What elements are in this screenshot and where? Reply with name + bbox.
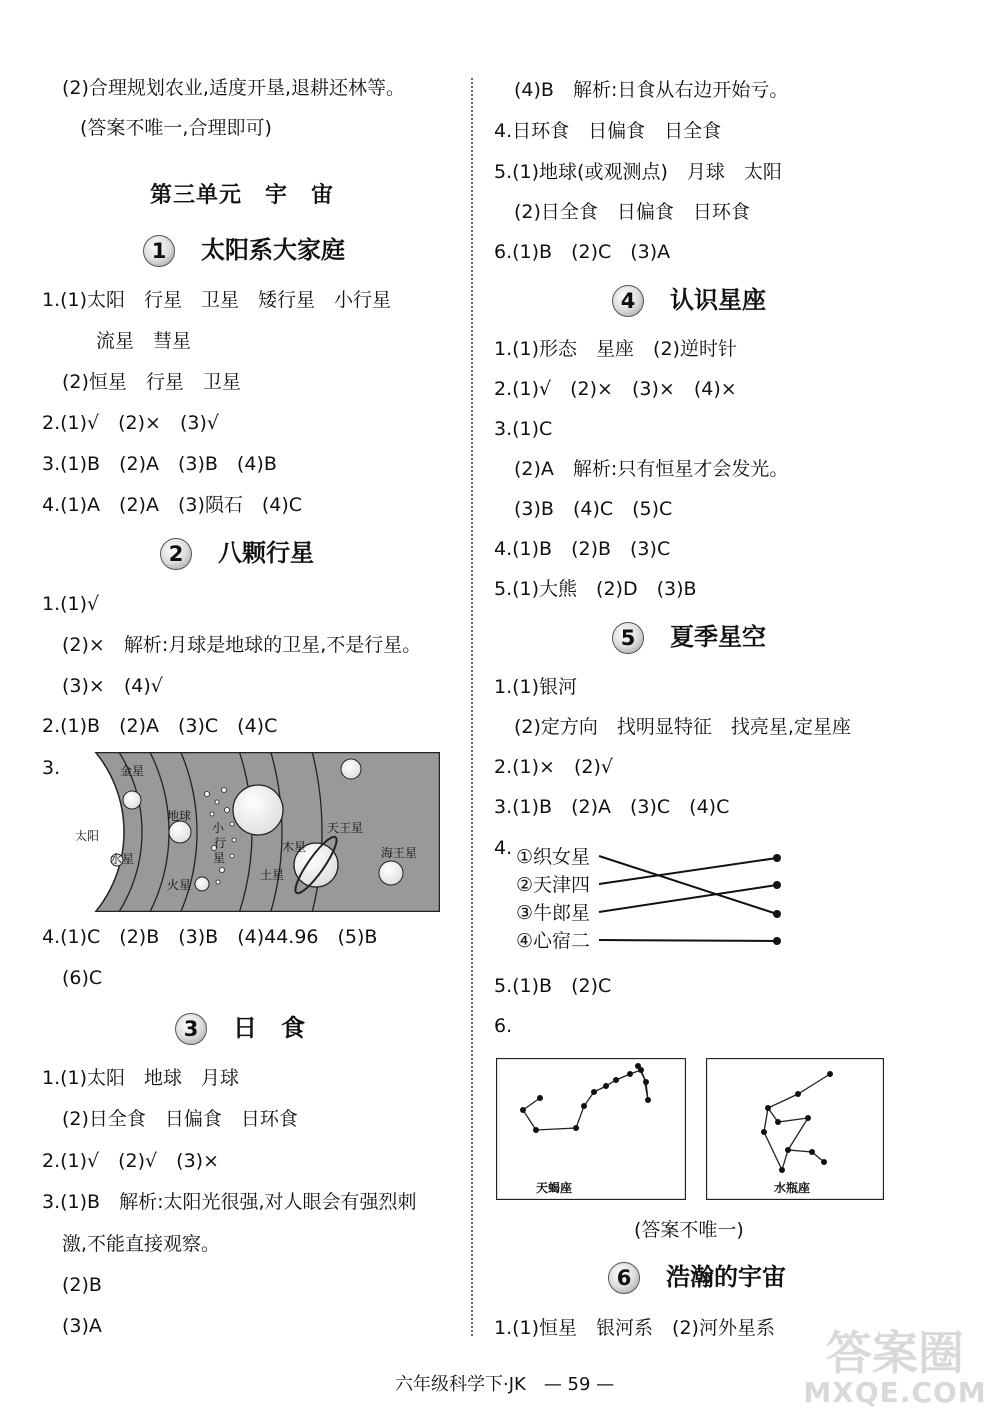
question-number: 4. [494,837,513,859]
watermark-main: 答案圈 [826,1326,964,1380]
match-line-3 [599,885,777,912]
match-line-1 [599,856,777,914]
label-venus: 金星 [120,764,145,778]
answer-line: 2.(1)√ (2)√ (3)× [42,1150,220,1172]
match-line-2 [599,858,777,884]
label-earth: 地球 [167,809,192,823]
matching-item: ②天津四 [516,874,591,896]
section-number-badge: 6 [608,1262,640,1294]
answer-line: 4.(1)A (2)A (3)陨石 (4)C [42,494,303,516]
uranus-shape [341,759,361,779]
answer-line: 3. [42,757,61,779]
answer-line: (2)恒星 行星 卫星 [62,371,241,393]
matching-item: ④心宿二 [516,930,591,952]
answer-line: (3)B (4)C (5)C [514,498,673,520]
section-heading-1 [143,235,345,267]
answer-line: 5.(1)地球(或观测点) 月球 太阳 [494,161,782,183]
constellation-label: 水瓶座 [774,1181,811,1195]
label-uranus: 天王星 [327,821,364,835]
match-dot [773,937,781,945]
answer-line: 1.(1)恒星 银河系 (2)河外星系 [494,1317,775,1339]
answer-line: (2)A 解析:只有恒星才会发光。 [514,458,789,480]
matching-lines [595,845,795,960]
section-title: 认识星座 [670,286,766,314]
label-mercury: 水星 [110,852,135,866]
section-title: 太阳系大家庭 [201,236,345,264]
match-dot [773,910,781,918]
section-title: 夏季星空 [670,623,766,651]
section-heading-3 [175,1013,305,1045]
section-number-badge: 4 [612,285,644,317]
section-heading-4 [612,285,766,317]
answer-line: (6)C [62,967,103,989]
matching-item: ①织女星 [516,846,591,868]
section-title: 八颗行星 [218,539,314,567]
constellation-label: 天蝎座 [536,1181,573,1195]
answer-line: 5.(1)大熊 (2)D (3)B [494,578,697,600]
section-heading-5 [612,622,766,654]
label-asteroid-2: 行 [214,836,227,850]
answer-line: 2.(1)√ (2)× (3)× (4)× [494,378,737,400]
answer-line: 1.(1)√ [42,593,100,615]
answer-line: (2)B [62,1274,102,1296]
watermark-sub: MXQE.COM [803,1376,987,1409]
label-mars: 火星 [167,878,192,892]
section-title: 浩瀚的宇宙 [666,1263,786,1291]
venus-shape [123,791,141,809]
match-line-4 [599,940,777,941]
scorpius-drawing [496,1058,686,1200]
answer-line: (3)A [62,1315,102,1337]
section-heading-2 [160,538,314,570]
column-divider [471,78,473,1336]
label-neptune: 海王星 [381,846,418,860]
label-asteroid-1: 小 [212,821,225,835]
answer-line: (4)B 解析:日食从右边开始亏。 [514,79,789,101]
answer-line: 2.(1)√ (2)× (3)√ [42,412,220,434]
neptune-shape [379,861,403,885]
answer-line: 1.(1)太阳 行星 卫星 矮行星 小行星 [42,289,392,311]
match-dot [773,854,781,862]
answer-line: 2.(1)× (2)√ [494,756,613,778]
answer-line: 1.(1)太阳 地球 月球 [42,1067,240,1089]
matching-item: ③牛郎星 [516,902,591,924]
label-sun: 太阳 [75,829,100,843]
solar-system-diagram [62,752,440,912]
answer-line: (2)× 解析:月球是地球的卫星,不是行星。 [62,634,422,656]
answer-line: (2)日全食 日偏食 日环食 [514,201,750,223]
answer-line: 激,不能直接观察。 [62,1233,221,1255]
answer-line: 3.(1)C [494,418,553,440]
section-number-badge: 3 [175,1013,207,1045]
answer-line: 4.日环食 日偏食 日全食 [494,120,722,142]
label-saturn: 土星 [260,868,285,882]
answer-line: 6.(1)B (2)C (3)A [494,241,671,263]
answer-line: 流星 彗星 [96,330,192,352]
label-asteroid-3: 星 [213,851,226,865]
answer-line: 4.(1)C (2)B (3)B (4)44.96 (5)B [42,926,378,948]
answer-line: 1.(1)形态 星座 (2)逆时针 [494,338,737,360]
match-dot [773,881,781,889]
unit-title: 第三单元 宇 宙 [150,183,335,208]
answer-line: 5.(1)B (2)C [494,975,612,997]
answer-line: (2)日全食 日偏食 日环食 [62,1108,298,1130]
section-number-badge: 2 [160,538,192,570]
answer-line: 3.(1)B (2)A (3)C (4)C [494,796,730,818]
answer-note: (答案不唯一) [634,1219,744,1241]
answer-line: (2)合理规划农业,适度开垦,退耕还林等。 [62,77,405,99]
answer-line: 4.(1)B (2)B (3)C [494,538,671,560]
watermark [795,1326,995,1425]
section-number-badge: 1 [143,235,175,267]
answer-note: (答案不唯一,合理即可) [80,117,272,139]
aquarius-drawing [706,1058,884,1200]
answer-line: 3.(1)B 解析:太阳光很强,对人眼会有强烈刺 [42,1191,417,1213]
answer-line: 1.(1)银河 [494,676,578,698]
jupiter-shape [233,785,283,835]
mars-shape [195,877,209,891]
answer-line: 2.(1)B (2)A (3)C (4)C [42,715,278,737]
answer-line: 3.(1)B (2)A (3)B (4)B [42,453,277,475]
section-title: 日 食 [233,1014,305,1042]
section-heading-6 [608,1262,786,1294]
label-jupiter: 木星 [282,840,307,854]
answer-line: (3)× (4)√ [62,675,163,697]
answer-line: 6. [494,1015,513,1037]
page-footer: 六年级科学下·JK — 59 — [395,1374,615,1395]
earth-shape [169,821,191,843]
answer-line: (2)定方向 找明显特征 找亮星,定星座 [514,716,851,738]
section-number-badge: 5 [612,622,644,654]
